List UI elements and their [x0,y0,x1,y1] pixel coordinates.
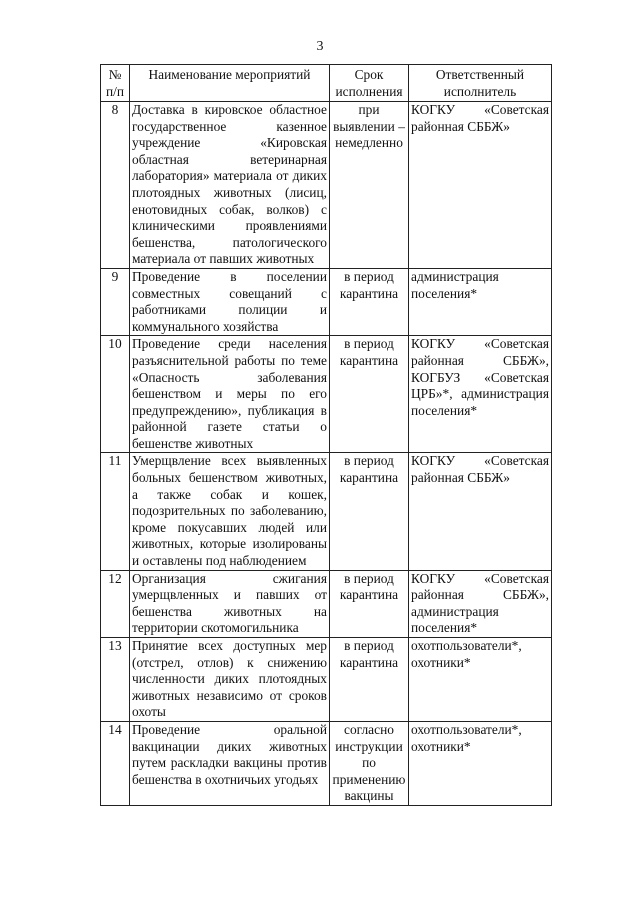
row-number: 9 [101,268,130,335]
table-row [101,336,552,453]
activity-responsible: администрация поселения* [409,268,552,335]
activity-name: Проведение в поселении совместных совещаний с работниками полиции и коммунального хозяйства [130,268,330,335]
table-row [101,570,552,637]
activity-term: в период карантина [330,336,409,453]
row-number: 11 [101,453,130,570]
activities-table [100,64,552,806]
header-num: № п/п [101,65,130,102]
header-name: Наименование мероприятий [130,65,330,102]
table-row [101,268,552,335]
activity-term: в период карантина [330,570,409,637]
activity-term: в период карантина [330,638,409,722]
table-header [101,65,552,102]
table-row [101,721,552,805]
activity-responsible: охотпользователи*, охотники* [409,638,552,722]
table-body [101,102,552,806]
activity-name: Проведение среди населения разъяснительной работы по теме «Опасность заболевания бешенством и меры по его предупреждению», публикация в районной газете статьи о бешенстве животных [130,336,330,453]
table-row [101,453,552,570]
activity-name: Умерщвление всех выявленных больных бешенством животных, а также собак и кошек, подозрительных по заболеванию, кроме покусавших людей или животных, которые изолированы и оставлены под наблюдением [130,453,330,570]
activity-responsible: КОГКУ «Советская районная СББЖ», администрация поселения* [409,570,552,637]
activity-responsible: КОГКУ «Советская районная СББЖ» [409,102,552,269]
activity-term: согласно инструкции по применению вакцины [330,721,409,805]
row-number: 10 [101,336,130,453]
table-row [101,102,552,269]
activity-name: Доставка в кировское областное государственное казенное учреждение «Кировская областная ветеринарная лаборатория» материала от диких плотоядных животных (лисиц, енотовидных собак, волков) с клиническими проявлениями бешенства, патологического материала от павших животных [130,102,330,269]
activity-term: в период карантина [330,453,409,570]
row-number: 12 [101,570,130,637]
header-row [101,65,552,102]
activity-responsible: КОГКУ «Советская районная СББЖ», КОГБУЗ «Советская ЦРБ»*, администрация поселения* [409,336,552,453]
row-number: 13 [101,638,130,722]
activity-name: Принятие всех доступных мер (отстрел, отлов) к снижению численности диких плотоядных животных независимо от сроков охоты [130,638,330,722]
page-number: 3 [316,39,324,54]
header-term: Срок исполнения [330,65,409,102]
activity-responsible: КОГКУ «Советская районная СББЖ» [409,453,552,570]
row-number: 8 [101,102,130,269]
activity-responsible: охотпользователи*, охотники* [409,721,552,805]
header-responsible: Ответственный исполнитель [409,65,552,102]
activity-name: Проведение оральной вакцинации диких животных путем раскладки вакцины против бешенства в охотничьих угодьях [130,721,330,805]
row-number: 14 [101,721,130,805]
activity-term: при выявлении – немедленно [330,102,409,269]
table-row [101,638,552,722]
activity-name: Организация сжигания умерщвленных и павших от бешенства животных на территории скотомогильника [130,570,330,637]
activity-term: в период карантина [330,268,409,335]
